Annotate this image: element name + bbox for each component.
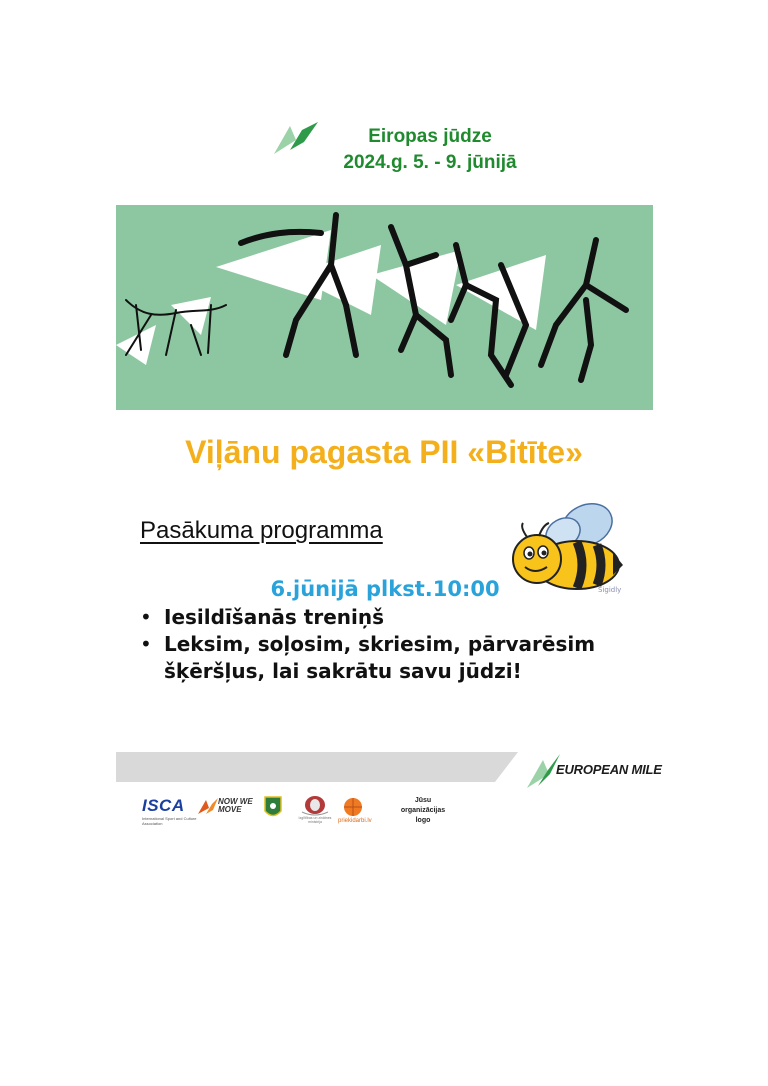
bee-artist-signature: Sigidly xyxy=(598,586,622,594)
event-title xyxy=(300,124,560,176)
now-we-move-text: NOW WE MOVE xyxy=(218,797,253,814)
activity-list xyxy=(140,604,620,685)
list-item xyxy=(140,631,620,685)
now-we-move-logo xyxy=(198,798,258,820)
list-item xyxy=(140,604,620,631)
prieki-darbi-text: priekidarbi.lv xyxy=(338,818,372,824)
activity-text: Iesildīšanās treniņš xyxy=(164,605,385,629)
bullet-icon: • xyxy=(140,605,152,629)
european-mile-brand: EUROPEAN MILE xyxy=(556,762,662,777)
sports-club-logo-icon xyxy=(264,796,282,825)
now-we-move-icon xyxy=(198,798,218,816)
partner-logos xyxy=(140,792,480,832)
school-name: Viļānu pagasta PII «Bitīte» xyxy=(185,434,583,470)
ministry-logo xyxy=(298,794,332,824)
isca-subtitle: International Sport and Culture Association xyxy=(142,816,197,826)
activity-text: Leksim, soļosim, skriesim, pārvarēsim šķēršļus, lai sakrātu savu jūdzi! xyxy=(164,632,596,683)
your-organization-logo-placeholder: Jūsu organizācijas logo xyxy=(400,797,446,824)
bullet-icon: • xyxy=(140,632,152,656)
event-title-line1: Eiropas jūdze xyxy=(368,126,492,147)
event-dates: 2024.g. 5. - 9. jūnijā xyxy=(343,152,517,173)
event-date-time: 6.jūnijā plkst.10:00 xyxy=(270,577,500,601)
program-heading: Pasākuma programma xyxy=(140,517,383,544)
runners-banner xyxy=(116,205,653,410)
ball-icon xyxy=(342,796,364,818)
prieki-darbi-logo xyxy=(338,796,372,826)
isca-wordmark: ISCA xyxy=(142,796,185,815)
ministry-subtitle: Izglītības un zinātnes ministrija xyxy=(298,816,332,824)
coat-of-arms-icon xyxy=(298,794,332,816)
